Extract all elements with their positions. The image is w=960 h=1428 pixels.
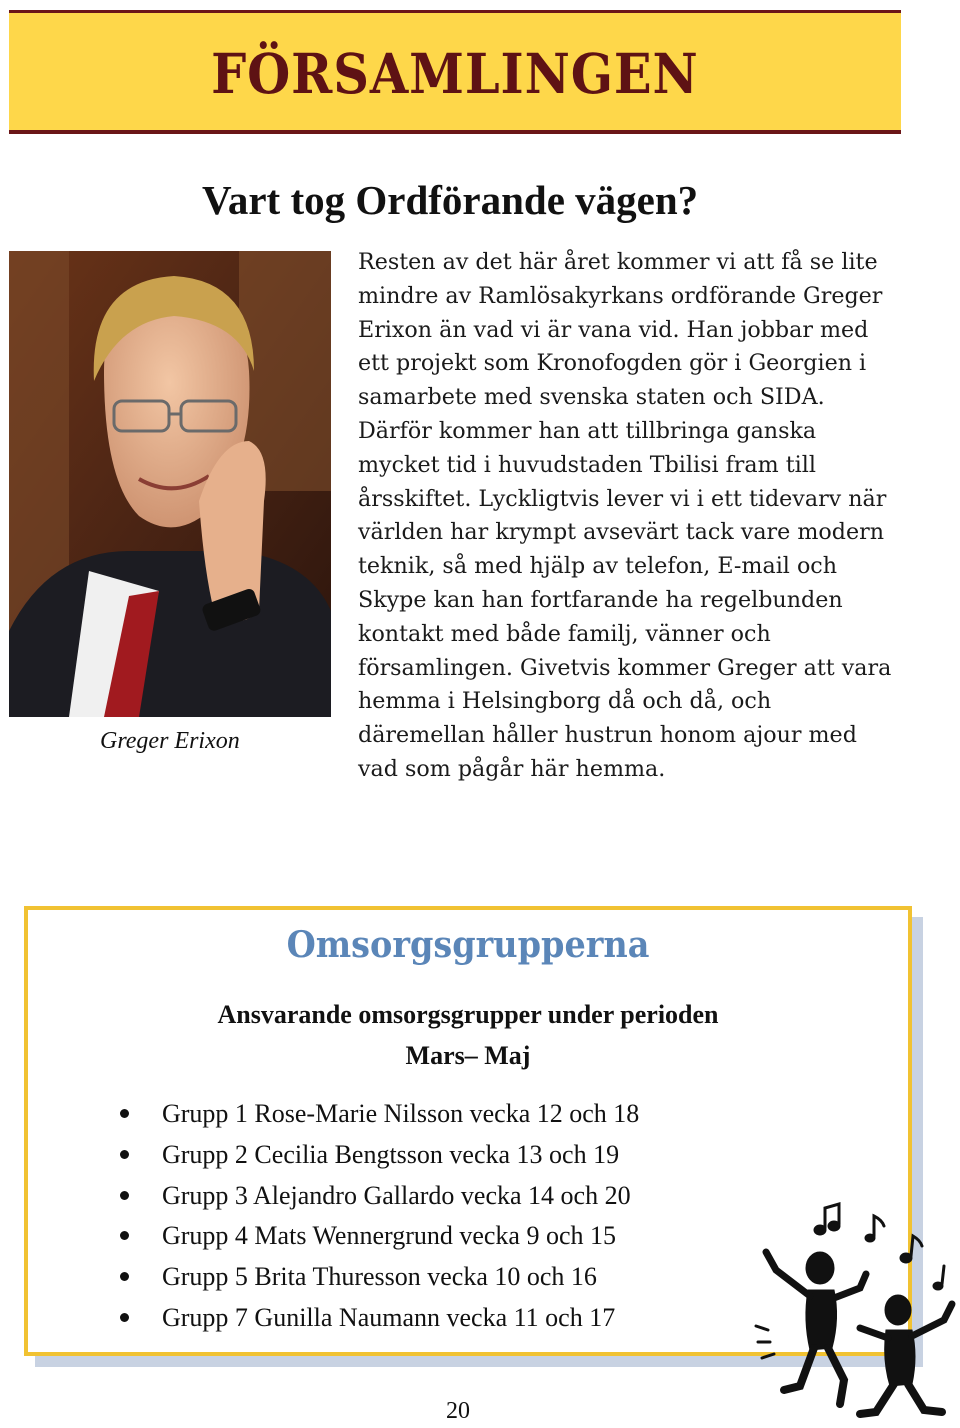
list-item bbox=[118, 1216, 639, 1257]
list-item bbox=[118, 1176, 639, 1217]
list-item-text: Grupp 7 Gunilla Naumann vecka 11 och 17 bbox=[162, 1302, 616, 1332]
care-groups-period: Mars– Maj bbox=[405, 1041, 531, 1070]
dancing-figures-icon bbox=[748, 1200, 960, 1424]
care-groups-subtitle: Ansvarande omsorgsgrupper under perioden bbox=[217, 1000, 719, 1029]
bullet-icon bbox=[120, 1313, 129, 1322]
bullet-icon bbox=[120, 1150, 129, 1159]
header-banner bbox=[9, 10, 901, 134]
section-title: FÖRSAMLINGEN bbox=[211, 41, 699, 106]
page-number: 20 bbox=[446, 1398, 470, 1424]
photo-caption: Greger Erixon bbox=[100, 728, 240, 754]
bullet-icon bbox=[120, 1272, 129, 1281]
article-body bbox=[358, 246, 903, 787]
list-item-text: Grupp 4 Mats Wennergrund vecka 9 och 15 bbox=[162, 1221, 617, 1251]
list-item bbox=[118, 1135, 639, 1176]
list-item-text: Grupp 3 Alejandro Gallardo vecka 14 och 20 bbox=[162, 1180, 631, 1210]
list-item-text: Grupp 5 Brita Thuresson vecka 10 och 16 bbox=[162, 1262, 597, 1292]
list-item bbox=[118, 1094, 639, 1135]
portrait-photo bbox=[9, 251, 331, 717]
list-item-text: Grupp 1 Rose-Marie Nilsson vecka 12 och 18 bbox=[162, 1099, 640, 1128]
article-paragraph: Resten av det här året kommer vi att få se lite mindre av Ramlösakyrkans ordförande Greger Erixon än vad vi är vana vid. Han jobbar med ett projekt som Kronofogden gör i Georgien i samarbete med svenska staten och SIDA. Därför kommer han att tillbringa ganska mycket tid i huvudstaden Tbilisi fram till årsskiftet. Lyckligtvis lever vi i ett tidevarv när världen har krympt avsevärt tack vare modern teknik, så med hjälp av telefon, E-mail och Skype kan han fortfarande ha regelbunden kontakt med både familj, vänner och församlingen. Givetvis kommer Greger att vara hemma i Helsingborg då och då, och däremellan håller hustrun honom ajour med vad som pågår här hemma. bbox=[358, 249, 892, 782]
care-groups-title: Omsorgsgrupperna bbox=[286, 924, 650, 966]
bullet-icon bbox=[120, 1231, 129, 1240]
list-item bbox=[118, 1257, 639, 1298]
bullet-icon bbox=[120, 1109, 129, 1118]
list-item-text: Grupp 2 Cecilia Bengtsson vecka 13 och 19 bbox=[162, 1139, 620, 1169]
article-title: Vart tog Ordförande vägen? bbox=[202, 177, 699, 223]
list-item bbox=[118, 1298, 639, 1339]
care-groups-list bbox=[118, 1094, 639, 1339]
bullet-icon bbox=[120, 1191, 129, 1200]
